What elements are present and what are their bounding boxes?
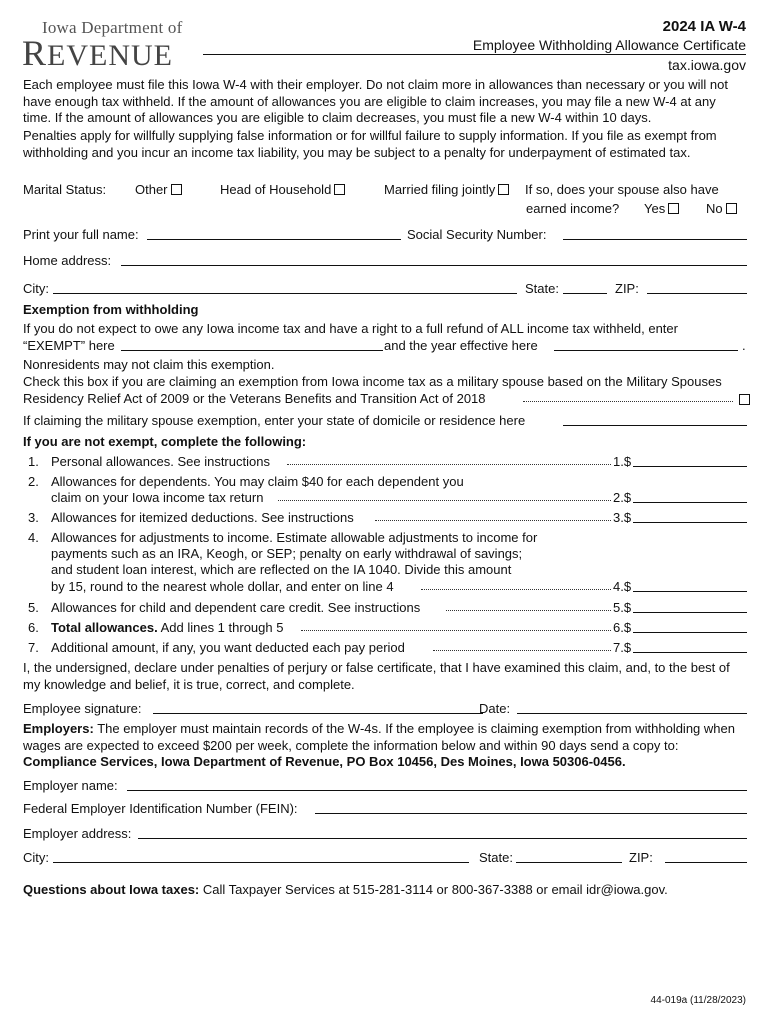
spouse-yes-option[interactable]: Yes [644, 201, 679, 216]
allowance-field-3[interactable] [633, 510, 747, 523]
employer-address-row [23, 826, 747, 844]
mfj-checkbox[interactable] [498, 184, 509, 195]
allowance-field-6[interactable] [633, 620, 747, 633]
military-row [23, 391, 747, 409]
leader-dots [421, 579, 611, 590]
spouse-question-1: If so, does your spouse also have [525, 182, 719, 197]
full-name-label: Print your full name: [23, 227, 139, 242]
logo-top-text: Iowa Department of [42, 18, 183, 37]
allowance-line-6: 6. Total allowances. Add lines 1 through 5 6.$ [23, 620, 747, 638]
other-checkbox[interactable] [171, 184, 182, 195]
employer-name-row [23, 778, 747, 796]
allowance-line-3: 3. Allowances for itemized deductions. See instructions 3.$ [23, 510, 747, 528]
employer-city-label: City: [23, 850, 49, 865]
exempt-label: “EXEMPT” here [23, 338, 115, 353]
fein-label: Federal Employer Identification Number (FEIN): [23, 801, 298, 816]
employer-zip-field[interactable] [665, 850, 747, 863]
spouse-no-option[interactable]: No [706, 201, 737, 216]
signature-label: Employee signature: [23, 701, 142, 716]
questions-row [23, 882, 747, 900]
zip-field[interactable] [647, 281, 747, 294]
domicile-field[interactable] [563, 413, 747, 426]
city-field[interactable] [53, 281, 517, 294]
exemption-heading: Exemption from withholding [23, 302, 199, 317]
employer-state-label: State: [479, 850, 513, 865]
allowance-field-7[interactable] [633, 640, 747, 653]
declaration-text: I, the undersigned, declare under penalties of perjury or false certificate, that I have examined this claim, and, to the best of my knowledge and belief, it is true, correct, and complete. [23, 660, 730, 692]
hoh-checkbox[interactable] [334, 184, 345, 195]
questions-label: Questions about Iowa taxes: [23, 882, 200, 897]
allowance-line-2a: 2. Allowances for dependents. You may claim $40 for each dependent you [28, 474, 464, 489]
leader-dots [446, 600, 611, 611]
city-state-zip-row [23, 281, 747, 299]
military-spouse-checkbox[interactable] [739, 394, 750, 405]
iowa-revenue-logo [22, 18, 192, 73]
year-effective-field[interactable] [554, 338, 738, 351]
allowance-field-4[interactable] [633, 579, 747, 592]
leader-dots [433, 640, 611, 651]
exempt-field[interactable] [121, 338, 383, 351]
allowance-line-2: claim on your Iowa income tax return 2.$ [23, 490, 747, 508]
state-label: State: [525, 281, 559, 296]
hoh-option[interactable]: Head of Household [220, 182, 345, 197]
allowance-line-4c: and student loan interest, which are reflected on the IA 1040. Divide this amount [51, 562, 512, 577]
leader-dots [301, 620, 611, 631]
domicile-row [23, 413, 747, 431]
exemption-line-1: If you do not expect to owe any Iowa income tax and have a right to a full refund of ALL income tax withheld, enter [23, 321, 678, 336]
name-ssn-row [23, 227, 747, 245]
allowance-line-4: by 15, round to the nearest whole dollar, and enter on line 4 4.$ [23, 579, 747, 597]
yes-checkbox[interactable] [668, 203, 679, 214]
state-field[interactable] [563, 281, 607, 294]
domicile-label: If claiming the military spouse exemption, enter your state of domicile or residence here [23, 413, 526, 428]
questions-text: Call Taxpayer Services at 515-281-3114 or 800-367-3388 or email idr@iowa.gov. [202, 882, 668, 897]
signature-row [23, 701, 747, 719]
no-checkbox[interactable] [726, 203, 737, 214]
employer-city-field[interactable] [53, 850, 469, 863]
home-address-field[interactable] [121, 253, 747, 266]
allowance-line-5: 5. Allowances for child and dependent care credit. See instructions 5.$ [23, 600, 747, 618]
military-line-2: Residency Relief Act of 2009 or the Veterans Benefits and Transition Act of 2018 [23, 391, 486, 406]
military-line-1: Check this box if you are claiming an exemption from Iowa income tax as a military spouse based on the Military Spouses [23, 374, 722, 389]
nonresidents-note: Nonresidents may not claim this exemption. [23, 357, 275, 372]
allowance-line-7: 7. Additional amount, if any, you want deducted each pay period 7.$ [23, 640, 747, 658]
intro-paragraph-1: Each employee must file this Iowa W-4 with their employer. Do not claim more in allowances than necessary or you will not have enough tax withheld. If the amount of allowances you are eligible to claim increases, you may file a new W-4 at any time. If the amount of allowances you are eligible to claim decreases, you must file a new W-4 within 10 days. [23, 77, 728, 125]
intro-paragraph-2: Penalties apply for willfully supplying false information or for willful failure to supply information. If you file as exempt from withholding and you incur an income tax liability, you may be subject to a penalty for underpayment of estimated tax. [23, 128, 717, 160]
signature-field[interactable] [153, 701, 483, 714]
spouse-question-row [23, 201, 747, 219]
allowance-line-1: 1. Personal allowances. See instructions 1.$ [23, 454, 747, 472]
other-option[interactable]: Other [135, 182, 182, 197]
ssn-label: Social Security Number: [407, 227, 547, 242]
form-title: Employee Withholding Allowance Certificate [472, 37, 746, 53]
home-address-row [23, 253, 747, 271]
date-label: Date: [479, 701, 511, 716]
year-effective-label: and the year effective here [384, 338, 538, 353]
full-name-field[interactable] [147, 227, 401, 240]
form-code: 44-019a (11/28/2023) [650, 995, 746, 1006]
leader-dots [287, 454, 611, 465]
allowance-field-1[interactable] [633, 454, 747, 467]
allowances-heading: If you are not exempt, complete the following: [23, 434, 307, 449]
marital-status-label: Marital Status: [23, 182, 107, 197]
logo-main-text: REVENUE [22, 33, 173, 73]
employer-name-label: Employer name: [23, 778, 118, 793]
employers-paragraph: Employers: The employer must maintain records of the W-4s. If the employee is claiming exemption from withholding when wages are expected to exceed $200 per week, complete the information below and within 90 days send a copy to: Compliance Services, Iowa Department of Revenue, PO Box 10456, Des Moines, Iowa 50306-0456. [23, 721, 735, 769]
employer-zip-label: ZIP: [629, 850, 653, 865]
employer-address-label: Employer address: [23, 826, 132, 841]
allowance-line-4b: payments such as an IRA, Keogh, or SEP; penalty on early withdrawal of savings; [51, 546, 523, 561]
leader-dots [523, 391, 733, 402]
employer-city-row [23, 850, 747, 868]
mfj-option[interactable]: Married filing jointly [384, 182, 509, 197]
city-label: City: [23, 281, 49, 296]
fein-field[interactable] [315, 801, 747, 814]
allowance-field-2[interactable] [633, 490, 747, 503]
marital-status-row [23, 182, 747, 200]
home-address-label: Home address: [23, 253, 112, 268]
employer-name-field[interactable] [127, 778, 747, 791]
form-site: tax.iowa.gov [668, 57, 746, 73]
leader-dots [375, 510, 611, 521]
leader-dots [278, 490, 611, 501]
exempt-row: “EXEMPT” here and the year effective here . [23, 338, 746, 353]
allowance-line-4a: 4. Allowances for adjustments to income. Estimate allowable adjustments to income for [28, 530, 538, 545]
ssn-field[interactable] [563, 227, 747, 240]
spouse-question-2: earned income? [526, 201, 620, 216]
fein-row [23, 801, 747, 819]
employer-address-field[interactable] [138, 826, 747, 839]
allowance-field-5[interactable] [633, 600, 747, 613]
date-field[interactable] [517, 701, 747, 714]
zip-label: ZIP: [615, 281, 639, 296]
form-id: 2024 IA W-4 [662, 18, 746, 35]
header-rule [203, 54, 746, 55]
employer-state-field[interactable] [516, 850, 622, 863]
